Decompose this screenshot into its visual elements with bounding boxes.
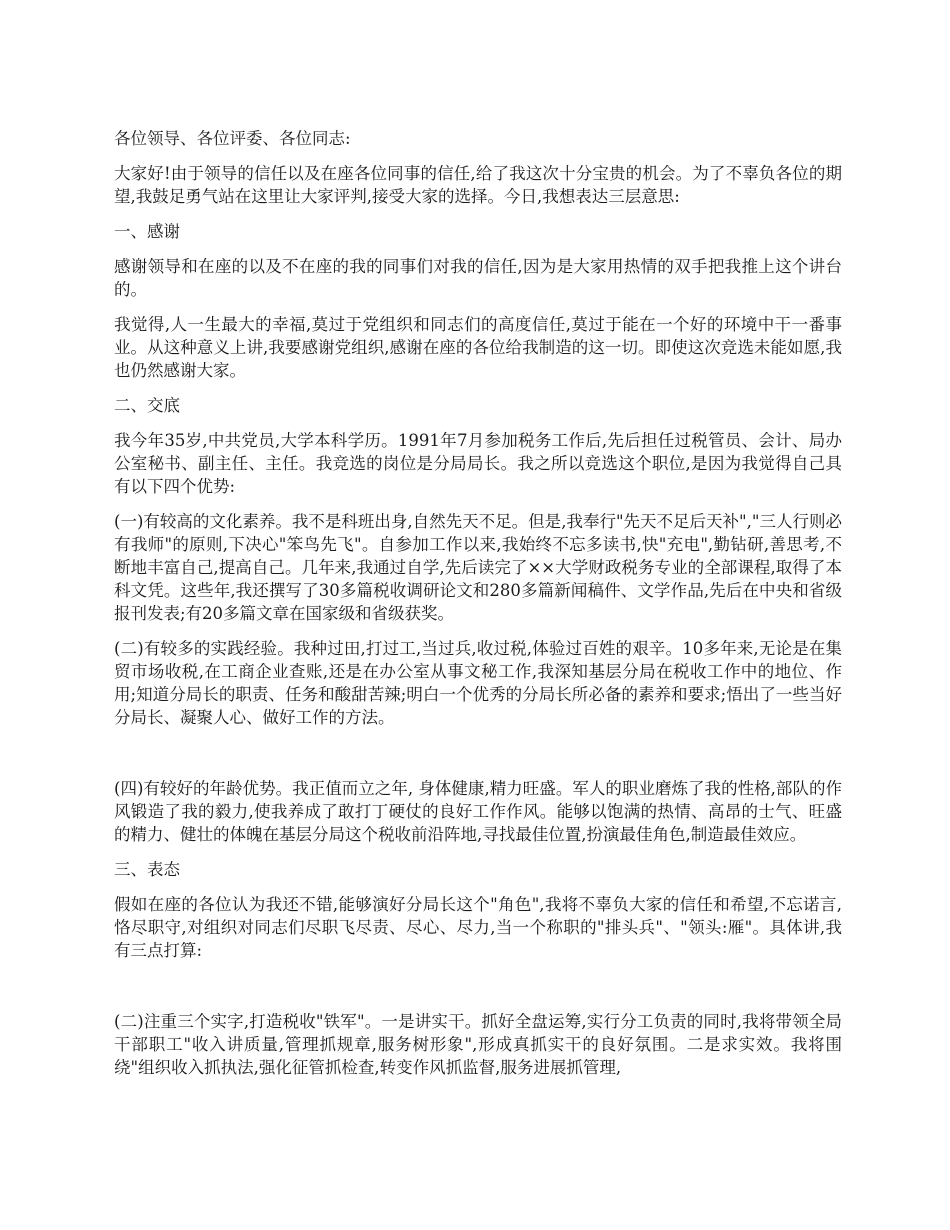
section-heading-thanks: 一、感谢 (114, 222, 180, 241)
salutation: 各位领导、各位评委、各位同志: (114, 129, 351, 148)
paragraph: (一)有较高的文化素养。我不是科班出身,自然先天不足。但是,我奉行"先天不足后天补","三人行则必有我师"的原则,下决心"笨鸟先飞"。自参加工作以来,我始终不忘多读书,快"充电",勤钻研,善思考,不断地丰富自己,提高自己。几年来,我通过自学,先后读完了××大学财政税务专业的全部课程,取得了本科文凭。这些年,我还撰写了30多篇税收调研论文和280多篇新闻稿件、文学作品,先后在中央和省级报刊发表;有20多篇文章在国家级和省级获奖。 (114, 512, 842, 623)
paragraph: (二)注重三个实字,打造税收"铁军"。一是讲实干。抓好全盘运筹,实行分工负责的同时,我将带领全局干部职工"收入讲质量,管理抓规章,服务树形象",形成真抓实干的良好氛围。二是求实效。我将围绕"组织收入抓执法,强化征管抓检查,转变作风抓监督,服务进展抓管理, (114, 1012, 842, 1077)
blank-gap (114, 974, 842, 1010)
section-heading-background: 二、交底 (114, 396, 180, 415)
paragraph: 我今年35岁,中共党员,大学本科学历。1991年7月参加税务工作后,先后担任过税管员、会计、局办公室秘书、副主任、主任。我竞选的岗位是分局局长。我之所以竞选这个职位,是因为我觉得自己具有以下四个优势: (114, 431, 842, 496)
paragraph: (二)有较多的实践经验。我种过田,打过工,当过兵,收过税,体验过百姓的艰辛。10多年来,无论是在集贸市场收税,在工商企业查账,还是在办公室从事文秘工作,我深知基层分局在税收工作中的地位、作用;知道分局长的职责、任务和酸甜苦辣;明白一个优秀的分局长所必备的素养和要求;悟出了一些当好分局长、凝聚人心、做好工作的方法。 (114, 639, 842, 727)
document-body (114, 127, 842, 1091)
paragraph: (四)有较好的年龄优势。我正值而立之年, 身体健康,精力旺盛。军人的职业磨炼了我的性格,部队的作风锻造了我的毅力,使我养成了敢打丁硬仗的良好工作作风。能够以饱满的热情、高昂的士气、旺盛的精力、健壮的体魄在基层分局这个税收前沿阵地,寻找最佳位置,扮演最佳角色,制造最佳效应。 (114, 779, 842, 844)
section-heading-pledge: 三、表态 (114, 860, 180, 879)
intro-paragraph: 大家好!由于领导的信任以及在座各位同事的信任,给了我这次十分宝贵的机会。为了不辜负各位的期望,我鼓足勇气站在这里让大家评判,接受大家的选择。今日,我想表达三层意思: (114, 164, 842, 206)
paragraph: 假如在座的各位认为我还不错,能够演好分局长这个"角色",我将不辜负大家的信任和希望,不忘诺言,恪尽职守,对组织对同志们尽职飞尽责、尽心、尽力,当一个称职的"排头兵"、"领头:雁"。具体讲,我有三点打算: (114, 895, 842, 960)
blank-gap (114, 741, 842, 777)
paragraph: 我觉得,人一生最大的幸福,莫过于党组织和同志们的高度信任,莫过于能在一个好的环境中干一番事业。从这种意义上讲,我要感谢党组织,感谢在座的各位给我制造的这一切。即使这次竞选未能如愿,我也仍然感谢大家。 (114, 315, 842, 380)
paragraph: 感谢领导和在座的以及不在座的我的同事们对我的信任,因为是大家用热情的双手把我推上这个讲台的。 (114, 257, 842, 299)
